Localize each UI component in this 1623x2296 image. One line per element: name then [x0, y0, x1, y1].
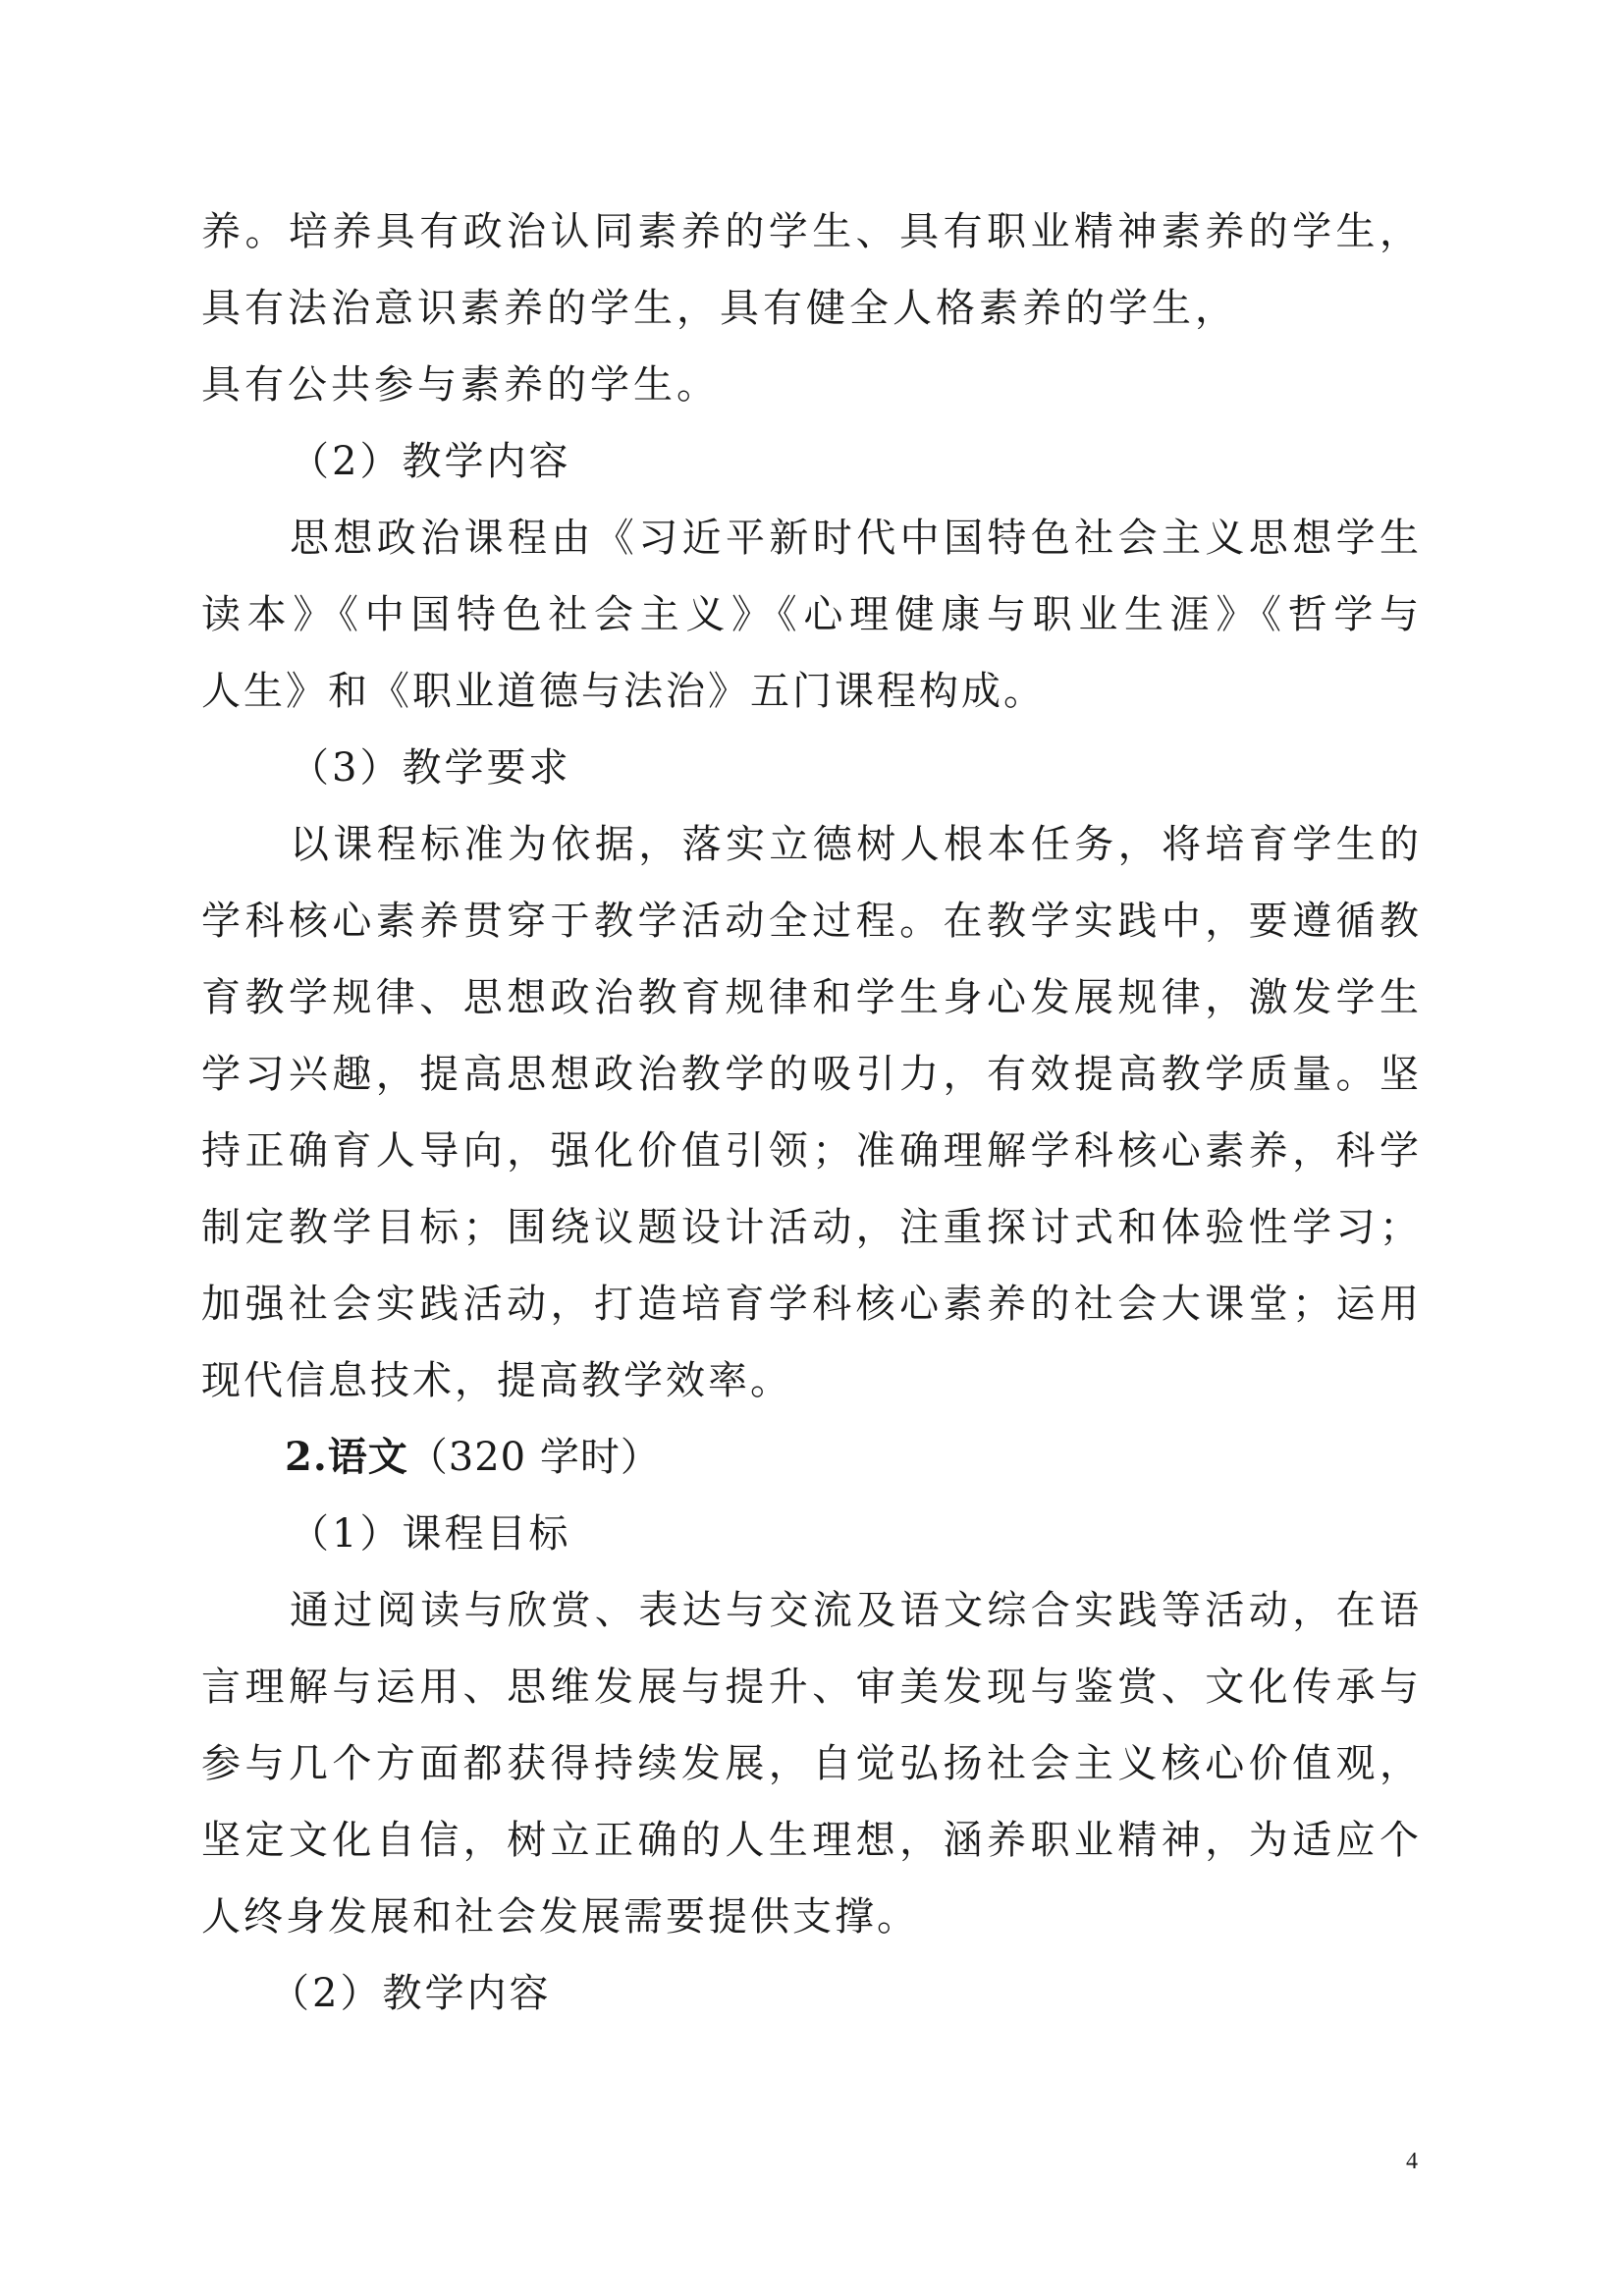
paragraph-line: 现代信息技术，提高教学效率。: [201, 1358, 792, 1403]
subheading-teaching-content: （2）教学内容: [290, 439, 571, 484]
paragraph-line: 养。培养具有政治认同素养的学生、具有职业精神素养的学生，: [201, 209, 1419, 254]
paragraph-line: 人终身发展和社会发展需要提供支撑。: [201, 1894, 919, 1940]
paragraph-line: 学习兴趣，提高思想政治教学的吸引力，有效提高教学质量。坚: [201, 1052, 1419, 1097]
paragraph-line: 学科核心素养贯穿于教学活动全过程。在教学实践中，要遵循教: [201, 899, 1419, 944]
paragraph-line: 言理解与运用、思维发展与提升、审美发现与鉴赏、文化传承与: [201, 1665, 1419, 1710]
paragraph-line: 具有公共参与素养的学生。: [201, 362, 720, 408]
paragraph-line: 育教学规律、思想政治教育规律和学生身心发展规律，激发学生: [201, 975, 1419, 1020]
paragraph-line: 坚定文化自信，树立正确的人生理想，涵养职业精神，为适应个: [201, 1818, 1419, 1863]
section-hours: （320 学时）: [407, 1435, 661, 1480]
paragraph-line: 思想政治课程由《习近平新时代中国特色社会主义思想学生: [290, 516, 1419, 561]
subheading-teaching-content: （2）教学内容: [270, 1971, 552, 2016]
paragraph-line: 读本》《中国特色社会主义》《心理健康与职业生涯》《哲学与: [201, 592, 1419, 637]
paragraph-line: 以课程标准为依据，落实立德树人根本任务，将培育学生的: [290, 822, 1419, 867]
section-title: 2.语文: [285, 1434, 408, 1480]
subheading-course-goals: （1）课程目标: [290, 1511, 571, 1557]
subheading-teaching-requirements: （3）教学要求: [290, 745, 571, 791]
section-heading-chinese: [285, 1432, 661, 1483]
paragraph-line: 加强社会实践活动，打造培育学科核心素养的社会大课堂；运用: [201, 1282, 1419, 1327]
page-number: 4: [1406, 2149, 1418, 2174]
paragraph-line: 制定教学目标；围绕议题设计活动，注重探讨式和体验性学习；: [201, 1205, 1419, 1250]
paragraph-line: 持正确育人导向，强化价值引领；准确理解学科核心素养，科学: [201, 1128, 1419, 1174]
paragraph-line: 具有法治意识素养的学生，具有健全人格素养的学生，: [201, 286, 1238, 331]
paragraph-line: 参与几个方面都获得持续发展，自觉弘扬社会主义核心价值观，: [201, 1741, 1419, 1786]
paragraph-line: 人生》和《职业道德与法治》五门课程构成。: [201, 669, 1046, 714]
paragraph-line: 通过阅读与欣赏、表达与交流及语文综合实践等活动，在语: [290, 1588, 1419, 1633]
